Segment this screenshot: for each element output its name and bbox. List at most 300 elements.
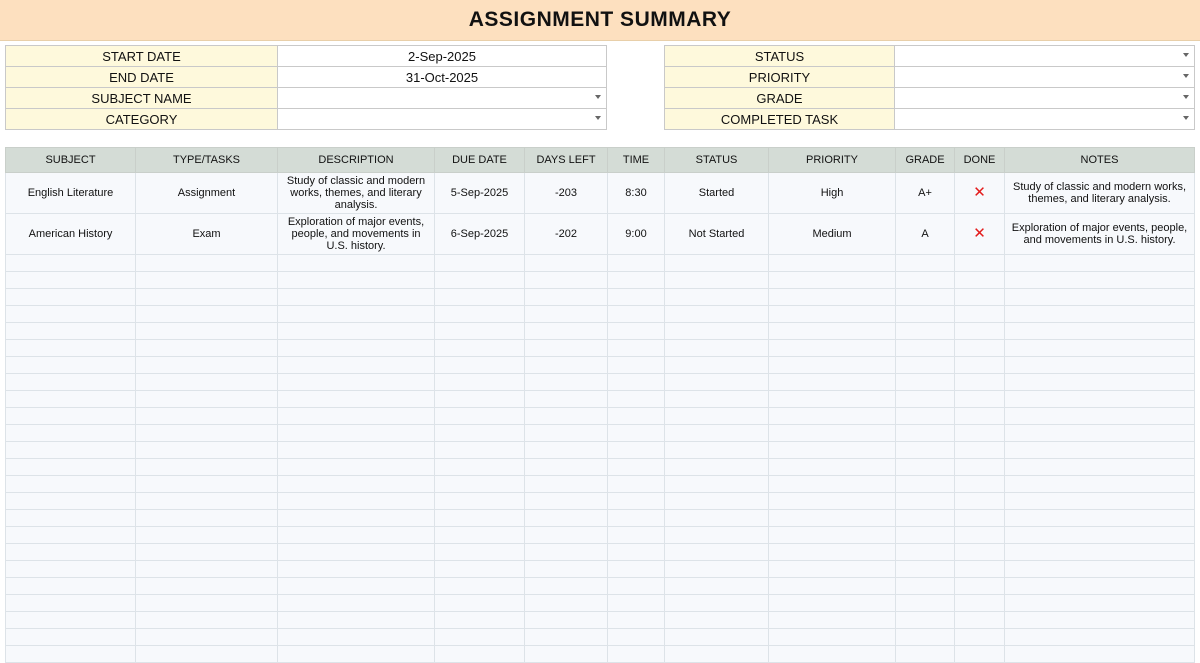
grade-dropdown[interactable] <box>895 88 1195 109</box>
empty-cell[interactable] <box>136 408 278 425</box>
empty-cell[interactable] <box>525 391 608 408</box>
empty-cell[interactable] <box>136 578 278 595</box>
empty-cell[interactable] <box>525 357 608 374</box>
empty-cell[interactable] <box>955 629 1005 646</box>
empty-cell[interactable] <box>435 629 525 646</box>
empty-cell[interactable] <box>665 510 769 527</box>
empty-cell[interactable] <box>278 544 435 561</box>
empty-cell[interactable] <box>608 306 665 323</box>
empty-cell[interactable] <box>525 408 608 425</box>
cell-days-left[interactable]: -202 <box>525 214 608 255</box>
dropdown-arrow-icon[interactable] <box>1183 53 1189 57</box>
start-date-field[interactable]: 2-Sep-2025 <box>278 46 607 67</box>
empty-cell[interactable] <box>769 612 896 629</box>
empty-cell[interactable] <box>136 493 278 510</box>
empty-cell[interactable] <box>896 629 955 646</box>
empty-cell[interactable] <box>665 544 769 561</box>
empty-cell[interactable] <box>608 476 665 493</box>
empty-cell[interactable] <box>769 493 896 510</box>
empty-cell[interactable] <box>435 391 525 408</box>
empty-cell[interactable] <box>608 578 665 595</box>
empty-cell[interactable] <box>1005 510 1195 527</box>
cell-description[interactable]: Study of classic and modern works, themes, and literary analysis. <box>278 173 435 214</box>
empty-cell[interactable] <box>608 272 665 289</box>
empty-cell[interactable] <box>665 612 769 629</box>
empty-cell[interactable] <box>1005 408 1195 425</box>
empty-cell[interactable] <box>769 476 896 493</box>
empty-cell[interactable] <box>6 425 136 442</box>
empty-cell[interactable] <box>955 374 1005 391</box>
empty-cell[interactable] <box>769 408 896 425</box>
empty-cell[interactable] <box>1005 391 1195 408</box>
empty-cell[interactable] <box>955 595 1005 612</box>
empty-cell[interactable] <box>6 544 136 561</box>
empty-cell[interactable] <box>525 629 608 646</box>
empty-cell[interactable] <box>6 391 136 408</box>
empty-cell[interactable] <box>1005 476 1195 493</box>
empty-cell[interactable] <box>525 544 608 561</box>
empty-cell[interactable] <box>278 340 435 357</box>
cell-type[interactable]: Assignment <box>136 173 278 214</box>
empty-cell[interactable] <box>665 578 769 595</box>
empty-cell[interactable] <box>665 408 769 425</box>
empty-cell[interactable] <box>525 425 608 442</box>
empty-cell[interactable] <box>136 595 278 612</box>
empty-cell[interactable] <box>435 289 525 306</box>
empty-cell[interactable] <box>608 391 665 408</box>
empty-cell[interactable] <box>608 629 665 646</box>
empty-cell[interactable] <box>278 289 435 306</box>
empty-cell[interactable] <box>955 646 1005 663</box>
cell-done[interactable] <box>955 214 1005 255</box>
empty-cell[interactable] <box>896 459 955 476</box>
empty-cell[interactable] <box>665 357 769 374</box>
empty-cell[interactable] <box>665 306 769 323</box>
empty-cell[interactable] <box>896 391 955 408</box>
empty-cell[interactable] <box>136 544 278 561</box>
header-grade[interactable]: GRADE <box>896 148 955 173</box>
empty-cell[interactable] <box>525 459 608 476</box>
empty-cell[interactable] <box>896 510 955 527</box>
empty-cell[interactable] <box>896 340 955 357</box>
cell-due-date[interactable]: 5-Sep-2025 <box>435 173 525 214</box>
empty-cell[interactable] <box>896 306 955 323</box>
empty-cell[interactable] <box>6 442 136 459</box>
empty-cell[interactable] <box>1005 289 1195 306</box>
empty-cell[interactable] <box>278 425 435 442</box>
empty-cell[interactable] <box>955 340 1005 357</box>
empty-cell[interactable] <box>896 289 955 306</box>
empty-cell[interactable] <box>435 561 525 578</box>
empty-cell[interactable] <box>435 578 525 595</box>
cell-description[interactable]: Exploration of major events, people, and movements in U.S. history. <box>278 214 435 255</box>
empty-cell[interactable] <box>6 612 136 629</box>
empty-cell[interactable] <box>435 612 525 629</box>
empty-cell[interactable] <box>1005 357 1195 374</box>
empty-cell[interactable] <box>1005 374 1195 391</box>
empty-cell[interactable] <box>136 425 278 442</box>
empty-cell[interactable] <box>525 323 608 340</box>
empty-cell[interactable] <box>608 612 665 629</box>
cell-notes[interactable]: Study of classic and modern works, themes, and literary analysis. <box>1005 173 1195 214</box>
empty-cell[interactable] <box>525 527 608 544</box>
empty-cell[interactable] <box>608 323 665 340</box>
empty-cell[interactable] <box>608 255 665 272</box>
empty-cell[interactable] <box>955 578 1005 595</box>
empty-cell[interactable] <box>435 408 525 425</box>
empty-cell[interactable] <box>608 544 665 561</box>
header-days-left[interactable]: DAYS LEFT <box>525 148 608 173</box>
empty-cell[interactable] <box>435 476 525 493</box>
empty-cell[interactable] <box>955 391 1005 408</box>
empty-cell[interactable] <box>769 510 896 527</box>
empty-cell[interactable] <box>525 476 608 493</box>
empty-cell[interactable] <box>278 646 435 663</box>
empty-cell[interactable] <box>665 340 769 357</box>
empty-cell[interactable] <box>136 374 278 391</box>
empty-cell[interactable] <box>769 340 896 357</box>
empty-cell[interactable] <box>769 629 896 646</box>
empty-cell[interactable] <box>525 442 608 459</box>
empty-cell[interactable] <box>1005 646 1195 663</box>
empty-cell[interactable] <box>278 629 435 646</box>
empty-cell[interactable] <box>608 527 665 544</box>
empty-cell[interactable] <box>769 425 896 442</box>
empty-cell[interactable] <box>769 459 896 476</box>
empty-cell[interactable] <box>608 442 665 459</box>
empty-cell[interactable] <box>955 357 1005 374</box>
empty-cell[interactable] <box>435 544 525 561</box>
empty-cell[interactable] <box>896 408 955 425</box>
empty-cell[interactable] <box>1005 527 1195 544</box>
empty-cell[interactable] <box>769 323 896 340</box>
empty-cell[interactable] <box>896 442 955 459</box>
empty-cell[interactable] <box>955 272 1005 289</box>
empty-cell[interactable] <box>525 561 608 578</box>
end-date-field[interactable]: 31-Oct-2025 <box>278 67 607 88</box>
empty-cell[interactable] <box>896 374 955 391</box>
empty-cell[interactable] <box>278 391 435 408</box>
empty-cell[interactable] <box>896 612 955 629</box>
empty-cell[interactable] <box>136 612 278 629</box>
empty-cell[interactable] <box>6 323 136 340</box>
empty-cell[interactable] <box>525 493 608 510</box>
empty-cell[interactable] <box>665 476 769 493</box>
empty-cell[interactable] <box>435 595 525 612</box>
empty-cell[interactable] <box>896 255 955 272</box>
empty-cell[interactable] <box>435 646 525 663</box>
empty-cell[interactable] <box>769 527 896 544</box>
empty-cell[interactable] <box>136 646 278 663</box>
empty-cell[interactable] <box>6 510 136 527</box>
empty-cell[interactable] <box>278 612 435 629</box>
empty-cell[interactable] <box>6 306 136 323</box>
empty-cell[interactable] <box>278 306 435 323</box>
empty-cell[interactable] <box>6 561 136 578</box>
cell-status[interactable]: Not Started <box>665 214 769 255</box>
cell-time[interactable]: 8:30 <box>608 173 665 214</box>
empty-cell[interactable] <box>136 561 278 578</box>
empty-cell[interactable] <box>665 272 769 289</box>
status-dropdown[interactable] <box>895 46 1195 67</box>
empty-cell[interactable] <box>955 510 1005 527</box>
cell-time[interactable]: 9:00 <box>608 214 665 255</box>
empty-cell[interactable] <box>6 459 136 476</box>
empty-cell[interactable] <box>665 561 769 578</box>
empty-cell[interactable] <box>1005 272 1195 289</box>
empty-cell[interactable] <box>896 323 955 340</box>
empty-cell[interactable] <box>6 272 136 289</box>
empty-cell[interactable] <box>6 476 136 493</box>
empty-cell[interactable] <box>435 459 525 476</box>
empty-cell[interactable] <box>955 544 1005 561</box>
empty-cell[interactable] <box>769 255 896 272</box>
dropdown-arrow-icon[interactable] <box>1183 74 1189 78</box>
empty-cell[interactable] <box>665 646 769 663</box>
header-priority[interactable]: PRIORITY <box>769 148 896 173</box>
empty-cell[interactable] <box>435 255 525 272</box>
subject-name-dropdown[interactable] <box>278 88 607 109</box>
empty-cell[interactable] <box>525 612 608 629</box>
empty-cell[interactable] <box>525 255 608 272</box>
empty-cell[interactable] <box>6 595 136 612</box>
empty-cell[interactable] <box>1005 544 1195 561</box>
empty-cell[interactable] <box>435 425 525 442</box>
empty-cell[interactable] <box>769 272 896 289</box>
empty-cell[interactable] <box>1005 578 1195 595</box>
empty-cell[interactable] <box>955 527 1005 544</box>
empty-cell[interactable] <box>1005 459 1195 476</box>
cell-subject[interactable]: English Literature <box>6 173 136 214</box>
empty-cell[interactable] <box>1005 425 1195 442</box>
cell-grade[interactable]: A <box>896 214 955 255</box>
empty-cell[interactable] <box>136 255 278 272</box>
empty-cell[interactable] <box>1005 595 1195 612</box>
empty-cell[interactable] <box>608 408 665 425</box>
cell-priority[interactable]: Medium <box>769 214 896 255</box>
empty-cell[interactable] <box>278 408 435 425</box>
empty-cell[interactable] <box>136 442 278 459</box>
empty-cell[interactable] <box>278 255 435 272</box>
empty-cell[interactable] <box>1005 493 1195 510</box>
empty-cell[interactable] <box>1005 629 1195 646</box>
empty-cell[interactable] <box>955 561 1005 578</box>
empty-cell[interactable] <box>608 374 665 391</box>
header-due-date[interactable]: DUE DATE <box>435 148 525 173</box>
empty-cell[interactable] <box>896 272 955 289</box>
empty-cell[interactable] <box>769 442 896 459</box>
empty-cell[interactable] <box>278 476 435 493</box>
empty-cell[interactable] <box>665 425 769 442</box>
empty-cell[interactable] <box>896 646 955 663</box>
dropdown-arrow-icon[interactable] <box>595 116 601 120</box>
empty-cell[interactable] <box>769 646 896 663</box>
empty-cell[interactable] <box>278 357 435 374</box>
empty-cell[interactable] <box>278 442 435 459</box>
empty-cell[interactable] <box>278 493 435 510</box>
empty-cell[interactable] <box>278 527 435 544</box>
empty-cell[interactable] <box>608 357 665 374</box>
empty-cell[interactable] <box>955 255 1005 272</box>
empty-cell[interactable] <box>6 408 136 425</box>
empty-cell[interactable] <box>608 289 665 306</box>
header-notes[interactable]: NOTES <box>1005 148 1195 173</box>
empty-cell[interactable] <box>896 425 955 442</box>
empty-cell[interactable] <box>1005 323 1195 340</box>
cell-notes[interactable]: Exploration of major events, people, and movements in U.S. history. <box>1005 214 1195 255</box>
empty-cell[interactable] <box>1005 306 1195 323</box>
empty-cell[interactable] <box>6 578 136 595</box>
empty-cell[interactable] <box>136 391 278 408</box>
empty-cell[interactable] <box>278 561 435 578</box>
header-subject[interactable]: SUBJECT <box>6 148 136 173</box>
cell-due-date[interactable]: 6-Sep-2025 <box>435 214 525 255</box>
empty-cell[interactable] <box>608 459 665 476</box>
empty-cell[interactable] <box>896 357 955 374</box>
empty-cell[interactable] <box>435 493 525 510</box>
empty-cell[interactable] <box>525 646 608 663</box>
empty-cell[interactable] <box>665 442 769 459</box>
empty-cell[interactable] <box>665 629 769 646</box>
priority-dropdown[interactable] <box>895 67 1195 88</box>
empty-cell[interactable] <box>955 612 1005 629</box>
empty-cell[interactable] <box>6 493 136 510</box>
empty-cell[interactable] <box>1005 340 1195 357</box>
empty-cell[interactable] <box>769 595 896 612</box>
empty-cell[interactable] <box>525 289 608 306</box>
empty-cell[interactable] <box>136 510 278 527</box>
header-done[interactable]: DONE <box>955 148 1005 173</box>
empty-cell[interactable] <box>955 459 1005 476</box>
cell-grade[interactable]: A+ <box>896 173 955 214</box>
empty-cell[interactable] <box>955 306 1005 323</box>
empty-cell[interactable] <box>278 272 435 289</box>
empty-cell[interactable] <box>769 357 896 374</box>
empty-cell[interactable] <box>769 561 896 578</box>
empty-cell[interactable] <box>136 629 278 646</box>
empty-cell[interactable] <box>525 374 608 391</box>
empty-cell[interactable] <box>136 323 278 340</box>
empty-cell[interactable] <box>665 289 769 306</box>
empty-cell[interactable] <box>955 476 1005 493</box>
empty-cell[interactable] <box>1005 255 1195 272</box>
empty-cell[interactable] <box>525 595 608 612</box>
empty-cell[interactable] <box>665 595 769 612</box>
empty-cell[interactable] <box>435 442 525 459</box>
empty-cell[interactable] <box>955 323 1005 340</box>
empty-cell[interactable] <box>896 493 955 510</box>
empty-cell[interactable] <box>435 306 525 323</box>
empty-cell[interactable] <box>278 510 435 527</box>
dropdown-arrow-icon[interactable] <box>1183 95 1189 99</box>
empty-cell[interactable] <box>6 629 136 646</box>
empty-cell[interactable] <box>896 527 955 544</box>
empty-cell[interactable] <box>896 561 955 578</box>
empty-cell[interactable] <box>278 323 435 340</box>
empty-cell[interactable] <box>136 527 278 544</box>
empty-cell[interactable] <box>435 323 525 340</box>
empty-cell[interactable] <box>955 442 1005 459</box>
empty-cell[interactable] <box>435 272 525 289</box>
empty-cell[interactable] <box>136 272 278 289</box>
empty-cell[interactable] <box>955 289 1005 306</box>
empty-cell[interactable] <box>6 646 136 663</box>
empty-cell[interactable] <box>769 374 896 391</box>
empty-cell[interactable] <box>136 476 278 493</box>
cell-status[interactable]: Started <box>665 173 769 214</box>
empty-cell[interactable] <box>435 357 525 374</box>
empty-cell[interactable] <box>665 391 769 408</box>
empty-cell[interactable] <box>136 340 278 357</box>
empty-cell[interactable] <box>608 510 665 527</box>
empty-cell[interactable] <box>136 459 278 476</box>
empty-cell[interactable] <box>525 272 608 289</box>
cell-subject[interactable]: American History <box>6 214 136 255</box>
cell-days-left[interactable]: -203 <box>525 173 608 214</box>
empty-cell[interactable] <box>896 544 955 561</box>
empty-cell[interactable] <box>955 493 1005 510</box>
header-type-tasks[interactable]: TYPE/TASKS <box>136 148 278 173</box>
empty-cell[interactable] <box>435 510 525 527</box>
empty-cell[interactable] <box>608 425 665 442</box>
empty-cell[interactable] <box>665 255 769 272</box>
cell-type[interactable]: Exam <box>136 214 278 255</box>
empty-cell[interactable] <box>608 595 665 612</box>
empty-cell[interactable] <box>6 527 136 544</box>
empty-cell[interactable] <box>608 493 665 510</box>
category-dropdown[interactable] <box>278 109 607 130</box>
empty-cell[interactable] <box>608 646 665 663</box>
empty-cell[interactable] <box>278 578 435 595</box>
empty-cell[interactable] <box>896 595 955 612</box>
empty-cell[interactable] <box>955 425 1005 442</box>
empty-cell[interactable] <box>769 578 896 595</box>
empty-cell[interactable] <box>608 340 665 357</box>
empty-cell[interactable] <box>665 493 769 510</box>
empty-cell[interactable] <box>525 578 608 595</box>
empty-cell[interactable] <box>769 289 896 306</box>
empty-cell[interactable] <box>278 374 435 391</box>
cell-done[interactable] <box>955 173 1005 214</box>
empty-cell[interactable] <box>435 340 525 357</box>
empty-cell[interactable] <box>525 306 608 323</box>
header-time[interactable]: TIME <box>608 148 665 173</box>
empty-cell[interactable] <box>896 476 955 493</box>
dropdown-arrow-icon[interactable] <box>1183 116 1189 120</box>
empty-cell[interactable] <box>6 340 136 357</box>
empty-cell[interactable] <box>1005 612 1195 629</box>
cell-priority[interactable]: High <box>769 173 896 214</box>
empty-cell[interactable] <box>769 306 896 323</box>
empty-cell[interactable] <box>435 374 525 391</box>
empty-cell[interactable] <box>769 544 896 561</box>
empty-cell[interactable] <box>1005 561 1195 578</box>
empty-cell[interactable] <box>525 510 608 527</box>
empty-cell[interactable] <box>6 374 136 391</box>
empty-cell[interactable] <box>525 340 608 357</box>
empty-cell[interactable] <box>6 357 136 374</box>
empty-cell[interactable] <box>608 561 665 578</box>
empty-cell[interactable] <box>665 323 769 340</box>
header-status[interactable]: STATUS <box>665 148 769 173</box>
empty-cell[interactable] <box>896 578 955 595</box>
header-description[interactable]: DESCRIPTION <box>278 148 435 173</box>
empty-cell[interactable] <box>6 289 136 306</box>
empty-cell[interactable] <box>136 306 278 323</box>
empty-cell[interactable] <box>136 357 278 374</box>
empty-cell[interactable] <box>278 459 435 476</box>
empty-cell[interactable] <box>1005 442 1195 459</box>
